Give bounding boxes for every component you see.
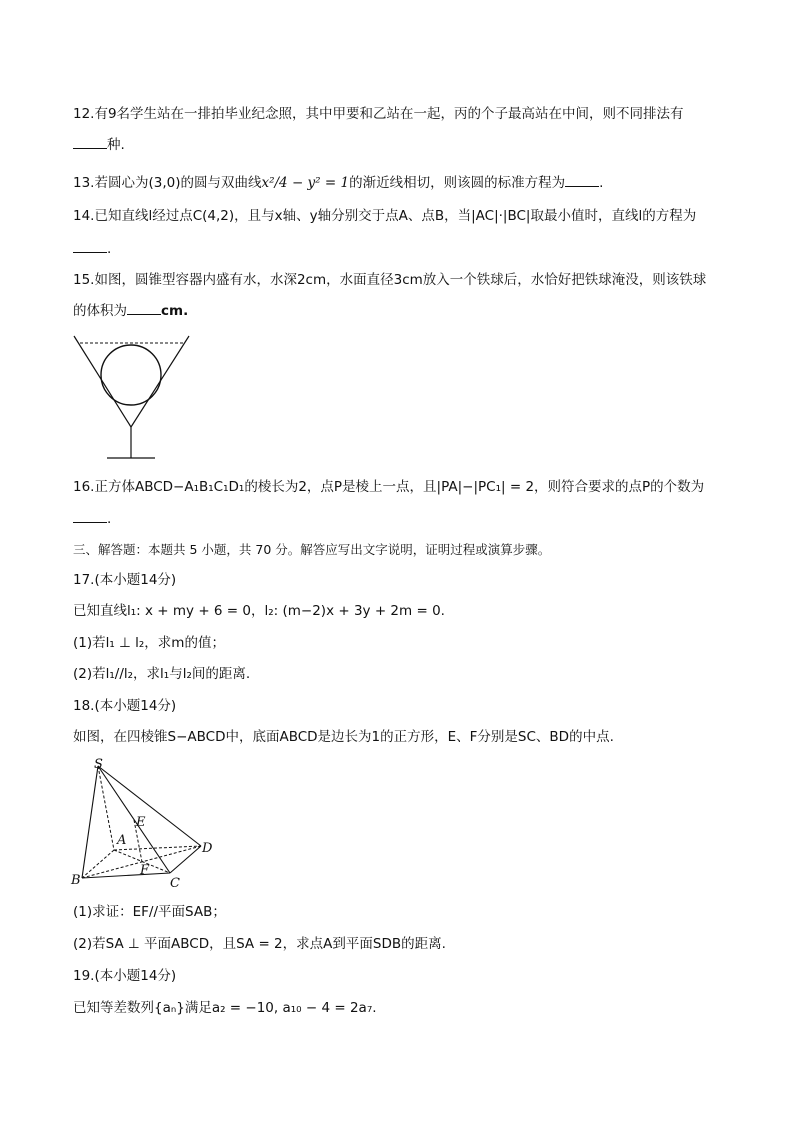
q18-part1: (1)求证：EF//平面SAB； [73,904,226,920]
q16-line2 [73,508,111,529]
q17-stem: 已知直线l₁: x + my + 6 = 0，l₂: (m−2)x + 3y + 2m = 0. [73,603,445,619]
label-B: B [71,873,81,888]
label-D: D [202,841,213,856]
pyramid-figure [68,758,228,893]
answer-blank [73,238,107,253]
label-A: A [117,833,127,848]
q18-stem: 如图，在四棱锥S−ABCD中，底面ABCD是边长为1的正方形，E、F分别是SC、BD的中点. [73,729,614,745]
q14-line1: 14.已知直线l经过点C(4,2)，且与x轴、y轴分别交于点A、点B，当|AC|·|BC|取最小值时，直线l的方程为 [73,208,697,224]
q16-suffix: . [107,511,112,527]
cone-sphere-figure [70,332,195,464]
answer-blank [127,300,161,315]
q15-line1: 15.如图，圆锥型容器内盛有水，水深2cm，水面直径3cm放入一个铁球后，水恰好把铁球淹没，则该铁球 [73,272,707,288]
label-S: S [94,758,103,772]
hyperbola-formula: x²/4 − y² = 1 [261,175,350,191]
q15-unit: cm. [161,303,189,319]
label-E: E [136,815,146,830]
label-F: F [140,863,150,878]
q18-part2: (2)若SA ⊥ 平面ABCD，且SA = 2，求点A到平面SDB的距离. [73,936,446,952]
q12-line1: 12.有9名学生站在一排拍毕业纪念照，其中甲要和乙站在一起，丙的个子最高站在中间，则不同排法有 [73,106,684,122]
answer-blank [565,172,599,187]
q17-title: 17.(本小题14分) [73,572,177,588]
answer-blank [73,508,107,523]
q19-stem: 已知等差数列{aₙ}满足a₂ = −10, a₁₀ − 4 = 2a₇. [73,1000,377,1016]
q13-line [73,172,603,193]
q15-prefix: 的体积为 [73,303,127,319]
label-C: C [170,876,180,891]
answer-blank [73,134,107,149]
q13-suffix: 的渐近线相切，则该圆的标准方程为 [349,175,566,191]
section-heading: 三、解答题：本题共 5 小题，共 70 分。解答应写出文字说明，证明过程或演算步骤。 [73,542,551,557]
q15-line2 [73,300,188,321]
q18-title: 18.(本小题14分) [73,698,177,714]
q14-suffix: . [107,241,112,257]
q14-line2 [73,238,111,259]
q13-prefix: 13.若圆心为(3,0)的圆与双曲线 [73,175,262,191]
q13-end: . [599,175,604,191]
q19-title: 19.(本小题14分) [73,968,177,984]
q12-line2 [73,134,125,155]
q17-part1: (1)若l₁ ⊥ l₂，求m的值； [73,635,225,651]
q17-part2: (2)若l₁//l₂，求l₁与l₂间的距离. [73,666,251,682]
q12-suffix: 种. [107,137,125,153]
q16-line1: 16.正方体ABCD−A₁B₁C₁D₁的棱长为2，点P是棱上一点，且|PA|−|PC₁| = 2，则符合要求的点P的个数为 [73,479,705,495]
